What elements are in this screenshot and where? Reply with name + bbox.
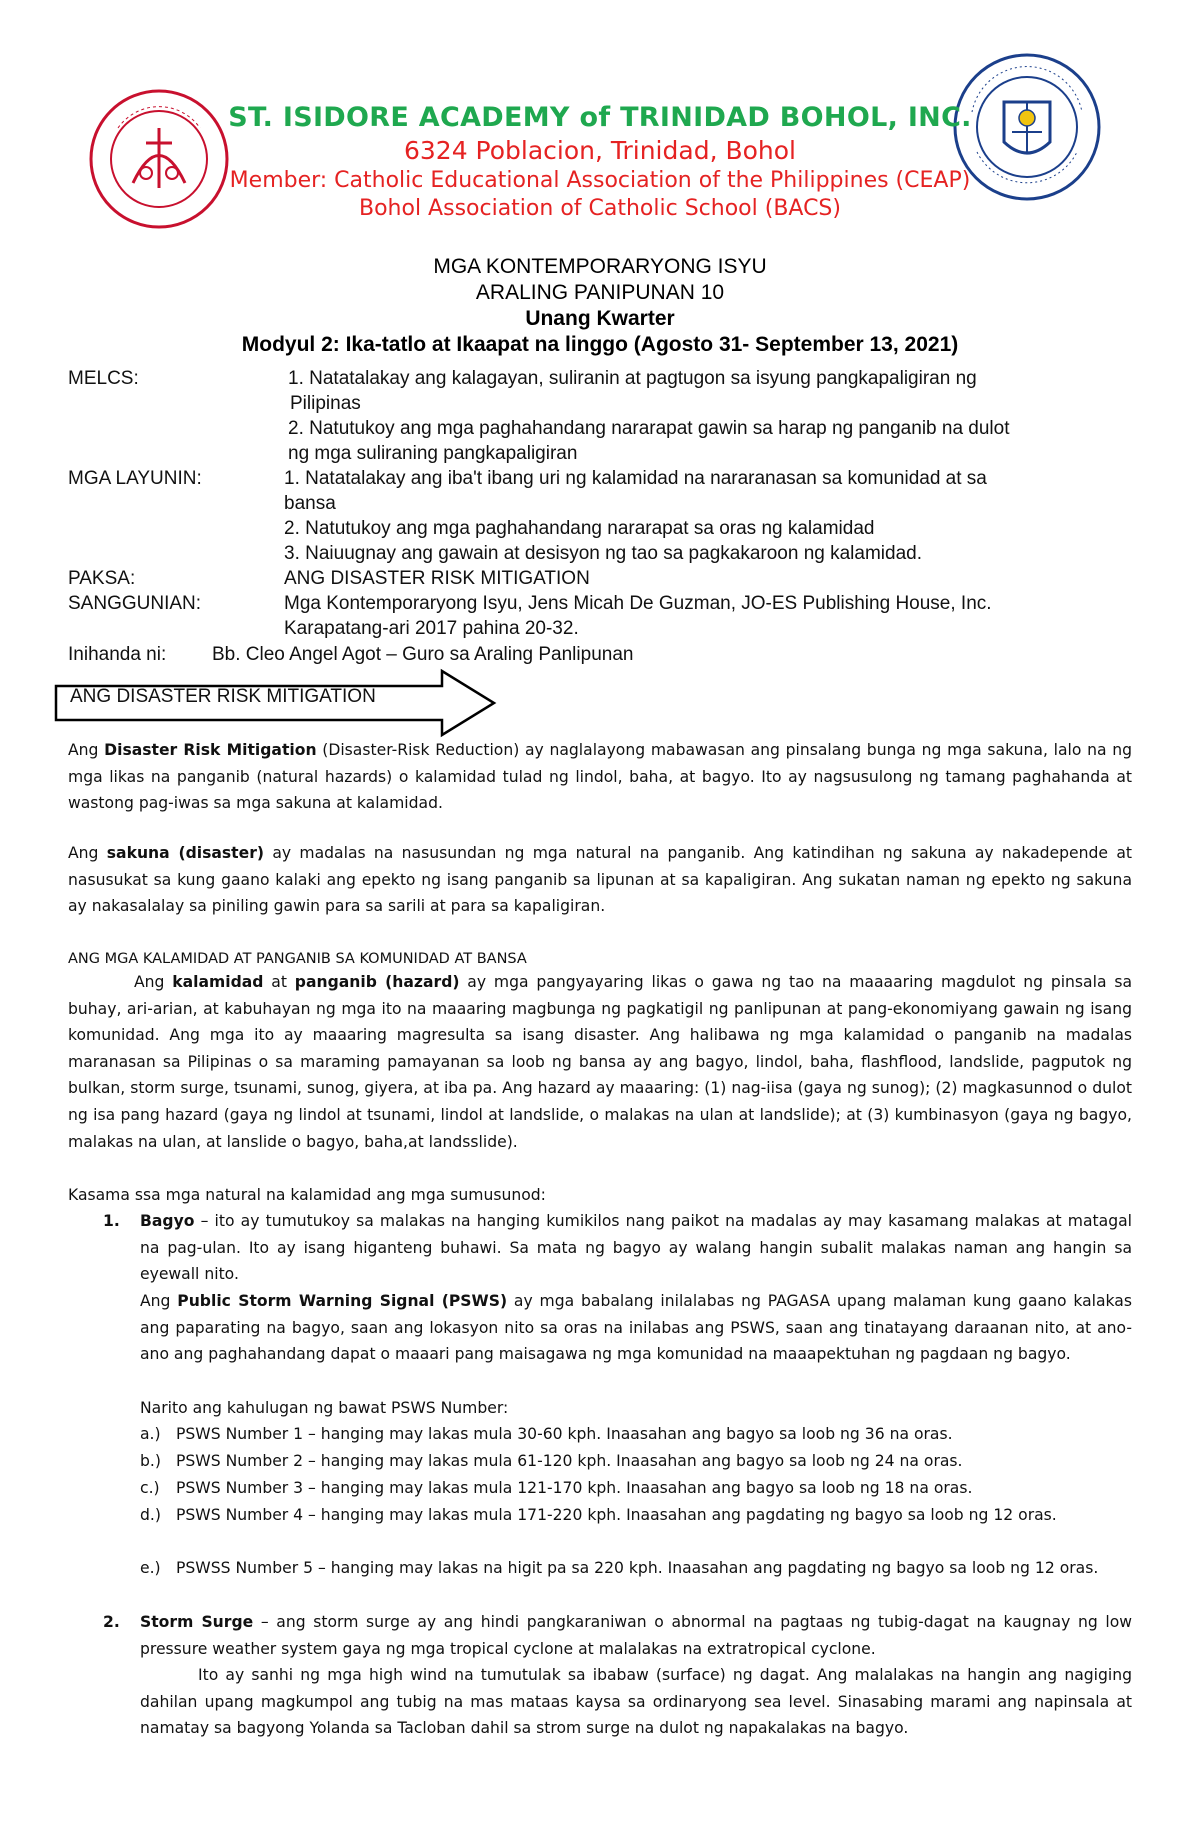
inihanda-value: Bb. Cleo Angel Agot – Guro sa Araling Panlipunan — [212, 644, 634, 665]
member-line: Member: Catholic Educational Association of the Philippines (CEAP) — [229, 168, 971, 193]
melcs-1a: 1. Natatalakay ang kalagayan, suliranin at pagtugon sa isyung pangkapaligiran ng — [288, 368, 977, 389]
item1-narito: Narito ang kahulugan ng bawat PSWS Number: — [140, 1399, 509, 1417]
layunin-2: 2. Natutukoy ang mga paghahandang nararapat sa oras ng kalamidad — [284, 518, 875, 539]
course-title: ARALING PANIPUNAN 10 — [475, 281, 725, 304]
signal-e-text: PSWSS Number 5 – hanging may lakas na higit pa sa 220 kph. Inaasahan ang pagdating ng bagyo sa loob ng 12 oras. — [176, 1559, 1099, 1577]
item2-paragraph: Ito ay sanhi ng mga high wind na tumutulak sa ibabaw (surface) ng dagat. Ang malalakas na hangin ang nagiging dahilan upang magkumpol ang tubig na mas mataas kaysa sa ordinaryong sea level. Sinasabing marami ang napinsala at namatay sa bagyong Yolanda sa Tacloban dahil sa strom surge na dulot ng napakalakas na bagyo. — [140, 1666, 1132, 1738]
signal-d-letter: d.) — [140, 1506, 161, 1524]
paragraph-kalamidad: Ang kalamidad at panganib (hazard) ay mga pangyayaring likas o gawa ng tao na maaaaring magdulot ng pinsala sa buhay, ari-arian, at kabuhayan ng mga ito na maaaring magbunga ng pagkatigil ng panlipunan at pang-ekonomiyang gawain ng isang komunidad. Ang mga ito ay maaaring magresulta sa isang disaster. Ang halibawa ng mga kalamidad o panganib na madalas maranasan sa Pilipinas o sa maraming pamayanan sa loob ng bansa ay ang bagyo, lindol, baha, flashflood, landslide, pagputok ng bulkan, storm surge, tsunami, sunog, giyera, at iba pa. Ang hazard ay maaaring: (1) nag-iisa (gaya ng sunog); (2) magkasunnod o dulot ng isa pang hazard (gaya ng lindol at tsunami, lindol at landslide, o malakas na ulan at landslide); at (3) kumbinasyon (gaya ng bagyo, malakas na ulan, at lanslide o bagyo, baha,at landsslide). — [68, 973, 1132, 1151]
signal-b-letter: b.) — [140, 1452, 161, 1470]
module-title: Modyul 2: Ika-tatlo at Ikaapat na linggo (Agosto 31- September 13, 2021) — [241, 333, 959, 356]
school-name: ST. ISIDORE ACADEMY of TRINIDAD BOHOL, INC. — [228, 102, 972, 133]
paksa-value: ANG DISASTER RISK MITIGATION — [284, 568, 590, 589]
paragraph-sakuna: Ang sakuna (disaster) ay madalas na nasusundan ng mga natural na panganib. Ang katindihan ng sakuna ay nakadepende at nasusukat sa kung gaano kalaki ang epekto ng isang panganib sa lipunan at sa kapaligiran. Ang sukatan naman ng epekto ng sakuna ay nakasalalay sa piniling gawin para sa sarili at para sa kapaligiran. — [68, 844, 1132, 916]
item1-psws: Ang Public Storm Warning Signal (PSWS) ay mga babalang inilalabas ng PAGASA upang malaman kung gaano kalakas ang paparating na bagyo, saan ang lokasyon nito sa oras na inilabas ang PSWS, saan ang tinatayang daraanan nito, at ano-ano ang paghahandang dapat o maaari pang maisagawa ng mga komunidad na maaapektuhan ng pagdaan ng bagyo. — [140, 1292, 1132, 1364]
paksa-label: PAKSA: — [68, 568, 136, 589]
layunin-1b: bansa — [284, 493, 336, 514]
signal-a-letter: a.) — [140, 1425, 161, 1443]
item2-storm-surge: Storm Surge – ang storm surge ay ang hindi pangkaraniwan o abnormal na pagtaas ng tubig-dagat na kaugnay ng low pressure weather system gaya ng mga tropical cyclone at malalakas na extratropical cyclone. — [140, 1613, 1132, 1658]
item1-bagyo: Bagyo – ito ay tumutukoy sa malakas na hanging kumikilos nang paikot na madalas ay may kasamang malakas at matagal na pag-ulan. Ito ay isang higanteng buhawi. Sa mata ng bagyo ay walang hangin subalit malakas naman ang hangin sa eyewall nito. — [140, 1212, 1132, 1284]
association-line: Bohol Association of Catholic School (BACS) — [359, 196, 841, 221]
layunin-1a: 1. Natatalakay ang iba't ibang uri ng kalamidad na nararanasan sa komunidad at sa — [284, 468, 987, 489]
layunin-label: MGA LAYUNIN: — [68, 468, 202, 489]
melcs-2b: ng mga suliraning pangkapaligiran — [288, 443, 578, 464]
signal-d-text: PSWS Number 4 – hanging may lakas mula 171-220 kph. Inaasahan ang pagdating ng bagyo sa loob ng 12 oras. — [176, 1506, 1057, 1524]
layunin-3: 3. Naiuugnay ang gawain at desisyon ng tao sa pagkakaroon ng kalamidad. — [284, 543, 922, 564]
melcs-2a: 2. Natutukoy ang mga paghahandang nararapat gawin sa harap ng panganib na dulot — [288, 418, 1010, 439]
quarter-title: Unang Kwarter — [525, 307, 675, 330]
melcs-1b: Pilipinas — [290, 393, 361, 414]
inihanda-label: Inihanda ni: — [68, 644, 167, 665]
kasama-line: Kasama ssa mga natural na kalamidad ang mga sumusunod: — [68, 1186, 546, 1204]
item2-number: 2. — [103, 1613, 120, 1631]
signal-b-text: PSWS Number 2 – hanging may lakas mula 61-120 kph. Inaasahan ang bagyo sa loob ng 24 na oras. — [176, 1452, 963, 1470]
arrow-banner-label: ANG DISASTER RISK MITIGATION — [70, 686, 376, 707]
paragraph-drm: Ang Disaster Risk Mitigation (Disaster-Risk Reduction) ay naglalayong mabawasan ang pinsalang bunga ng mga sakuna, lalo na ng mga likas na panganib (natural hazards) o kalamidad tulad ng lindol, baha, at bagyo. Ito ay nagsusulong ng tamang paghahanda at wastong pag-iwas sa mga sakuna at kalamidad. — [68, 741, 1133, 813]
sanggunian-b: Karapatang-ari 2017 pahina 20-32. — [284, 618, 579, 639]
sanggunian-label: SANGGUNIAN: — [68, 593, 202, 614]
item1-number: 1. — [103, 1212, 120, 1230]
signal-e-letter: e.) — [140, 1559, 161, 1577]
signal-a-text: PSWS Number 1 – hanging may lakas mula 30-60 kph. Inaasahan ang bagyo sa loob ng 36 na oras. — [176, 1425, 953, 1443]
signal-c-text: PSWS Number 3 – hanging may lakas mula 121-170 kph. Inaasahan ang bagyo sa loob ng 18 na oras. — [176, 1479, 973, 1497]
signal-c-letter: c.) — [140, 1479, 160, 1497]
section-heading: ANG MGA KALAMIDAD AT PANGANIB SA KOMUNIDAD AT BANSA — [68, 951, 527, 967]
sanggunian-a: Mga Kontemporaryong Isyu, Jens Micah De Guzman, JO-ES Publishing House, Inc. — [284, 593, 992, 614]
melcs-label: MELCS: — [68, 368, 139, 389]
school-address: 6324 Poblacion, Trinidad, Bohol — [403, 136, 796, 165]
subject-title: MGA KONTEMPORARYONG ISYU — [433, 255, 767, 278]
